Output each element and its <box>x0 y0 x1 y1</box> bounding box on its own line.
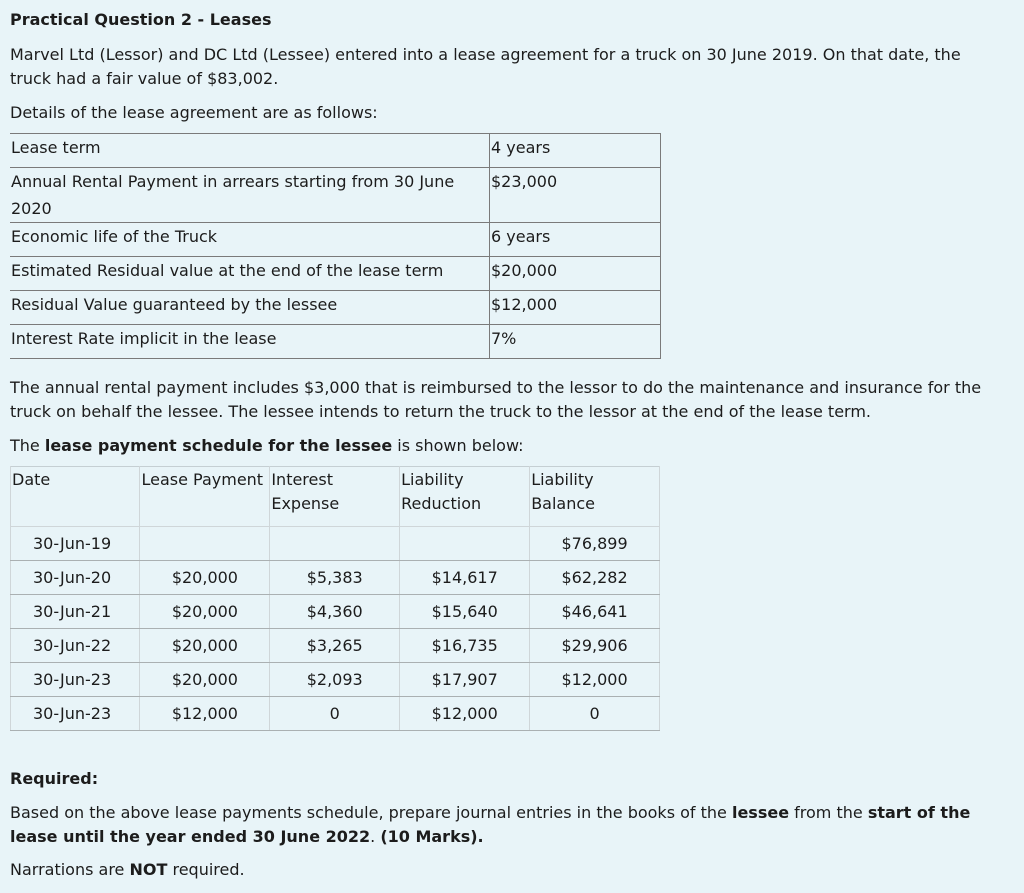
required-text-part: . <box>370 827 381 846</box>
table-row <box>10 168 661 223</box>
table-row <box>11 561 660 595</box>
table-row <box>10 134 661 168</box>
header-lease-payment: Lease Payment <box>140 467 270 527</box>
intro-paragraph: Marvel Ltd (Lessor) and DC Ltd (Lessee) entered into a lease agreement for a truck on 30 June 2019. On that date, the truck had a fair value of $83,002. <box>10 45 961 88</box>
cell-balance: $62,282 <box>530 561 660 595</box>
detail-value: $20,000 <box>490 257 661 291</box>
cell-date: 30-Jun-21 <box>11 595 140 629</box>
table-row <box>11 663 660 697</box>
cell-payment: $12,000 <box>140 697 270 731</box>
required-text-part: from the <box>789 803 868 822</box>
schedule-intro-bold: lease payment schedule for the lessee <box>44 436 393 455</box>
header-date: Date <box>11 467 140 527</box>
cell-balance: $29,906 <box>530 629 660 663</box>
header-interest-expense: Interest Expense <box>270 467 400 527</box>
details-intro: Details of the lease agreement are as follows: <box>10 103 378 122</box>
detail-value: 7% <box>490 325 661 359</box>
maintenance-paragraph: The annual rental payment includes $3,000 that is reimbursed to the lessor to do the maintenance and insurance for the truck on behalf the lessee. The lessee intends to return the truck to the lessor at the end of the lease term. <box>10 378 982 421</box>
table-header-row <box>11 467 660 527</box>
detail-label: Estimated Residual value at the end of the lease term <box>10 257 490 291</box>
cell-date: 30-Jun-19 <box>11 527 140 561</box>
cell-interest: 0 <box>270 697 400 731</box>
marks-label: (10 Marks). <box>380 827 484 846</box>
table-row <box>10 325 661 359</box>
cell-reduction: $16,735 <box>400 629 530 663</box>
lease-payment-schedule-table <box>10 466 660 731</box>
cell-date: 30-Jun-23 <box>11 697 140 731</box>
table-row <box>11 629 660 663</box>
narrations-pre: Narrations are <box>10 860 130 879</box>
cell-balance: $46,641 <box>530 595 660 629</box>
required-text-bold: start of the lease until the year ended 30 June 2022 <box>10 803 971 846</box>
cell-date: 30-Jun-20 <box>11 561 140 595</box>
cell-payment <box>140 527 270 561</box>
schedule-intro-post: is shown below: <box>392 436 524 455</box>
lease-details-table <box>10 133 661 359</box>
detail-label: Lease term <box>10 134 490 168</box>
cell-balance: $12,000 <box>530 663 660 697</box>
schedule-intro <box>10 434 1005 458</box>
table-row <box>10 257 661 291</box>
cell-interest: $5,383 <box>270 561 400 595</box>
table-row <box>11 527 660 561</box>
detail-label: Annual Rental Payment in arrears starting from 30 June 2020 <box>10 168 490 223</box>
narrations-bold: NOT <box>129 860 168 879</box>
cell-payment: $20,000 <box>140 629 270 663</box>
cell-date: 30-Jun-23 <box>11 663 140 697</box>
narrations-note <box>10 858 1005 882</box>
cell-reduction: $15,640 <box>400 595 530 629</box>
cell-reduction: $12,000 <box>400 697 530 731</box>
detail-label: Economic life of the Truck <box>10 223 490 257</box>
cell-payment: $20,000 <box>140 561 270 595</box>
cell-payment: $20,000 <box>140 663 270 697</box>
detail-label: Interest Rate implicit in the lease <box>10 325 490 359</box>
cell-interest <box>270 527 400 561</box>
table-row <box>10 223 661 257</box>
required-text-bold: lessee <box>731 803 790 822</box>
cell-date: 30-Jun-22 <box>11 629 140 663</box>
header-liability-balance: Liability Balance <box>530 467 660 527</box>
cell-reduction: $14,617 <box>400 561 530 595</box>
required-text <box>10 801 1005 849</box>
cell-payment: $20,000 <box>140 595 270 629</box>
detail-label: Residual Value guaranteed by the lessee <box>10 291 490 325</box>
table-row <box>10 291 661 325</box>
detail-value: 4 years <box>490 134 661 168</box>
cell-interest: $2,093 <box>270 663 400 697</box>
detail-value: 6 years <box>490 223 661 257</box>
cell-interest: $3,265 <box>270 629 400 663</box>
narrations-post: required. <box>167 860 245 879</box>
cell-balance: 0 <box>530 697 660 731</box>
schedule-intro-pre: The <box>10 436 45 455</box>
detail-value: $12,000 <box>490 291 661 325</box>
cell-reduction <box>400 527 530 561</box>
cell-interest: $4,360 <box>270 595 400 629</box>
page-title: Practical Question 2 - Leases <box>10 10 272 29</box>
table-row <box>11 595 660 629</box>
header-liability-reduction: Liability Reduction <box>400 467 530 527</box>
detail-value: $23,000 <box>490 168 661 223</box>
table-row <box>11 697 660 731</box>
required-heading: Required: <box>10 769 99 788</box>
required-text-part: Based on the above lease payments schedule, prepare journal entries in the books of the <box>10 803 732 822</box>
cell-balance: $76,899 <box>530 527 660 561</box>
cell-reduction: $17,907 <box>400 663 530 697</box>
